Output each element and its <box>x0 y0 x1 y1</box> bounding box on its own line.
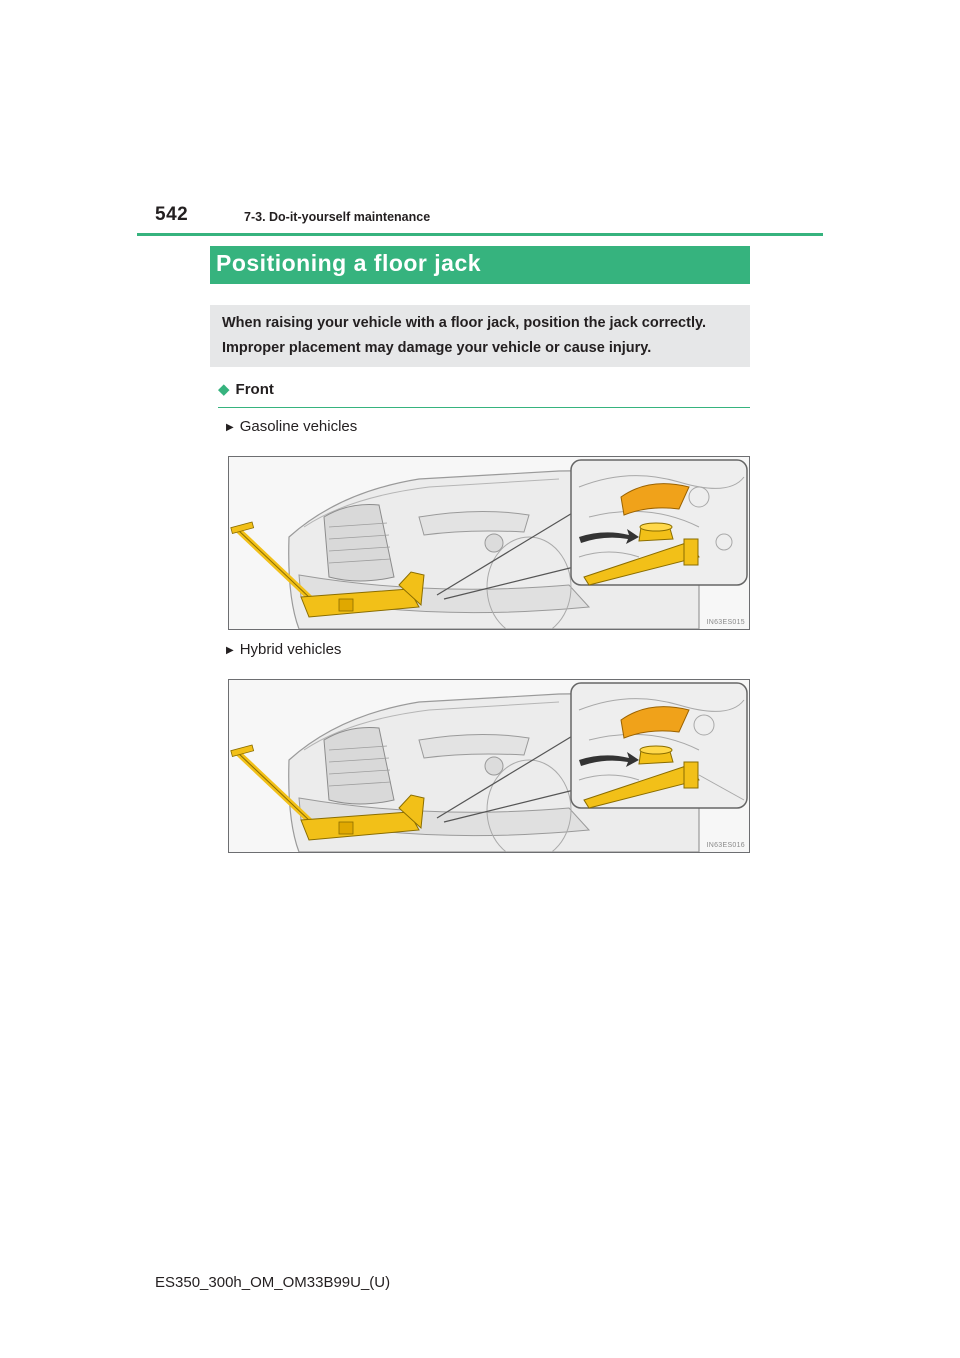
bullet-gasoline <box>226 418 357 435</box>
page-number: 542 <box>155 204 189 225</box>
subsection-heading <box>218 380 274 406</box>
chapter-title: 7-3. Do-it-yourself maintenance <box>244 210 431 224</box>
diamond-icon: ◆ <box>218 381 230 398</box>
header-rule <box>137 233 823 236</box>
footer-doc-code: ES350_300h_OM_OM33B99U_(U) <box>155 1274 391 1291</box>
bullet-gasoline-label: Gasoline vehicles <box>239 418 358 435</box>
intro-box <box>210 305 750 367</box>
illustration-hybrid <box>228 679 750 853</box>
subsection-heading-label: Front <box>235 381 274 398</box>
illustration-gasoline <box>228 456 750 630</box>
triangle-right-icon: ▶ <box>226 422 234 433</box>
bullet-hybrid <box>226 641 341 658</box>
subsection-rule <box>218 407 750 408</box>
triangle-right-icon: ▶ <box>226 645 234 656</box>
figure-code: IN63ES016 <box>706 842 745 849</box>
section-title: Positioning a floor jack <box>216 250 482 276</box>
bullet-hybrid-label: Hybrid vehicles <box>239 641 342 658</box>
intro-text: When raising your vehicle with a floor jack, position the jack correctly. Improper placement may damage your vehicle or cause injury. <box>222 315 706 356</box>
figure-code: IN63ES015 <box>706 619 745 626</box>
section-title-bar <box>210 246 750 284</box>
floor-jack-illustration-hybrid <box>229 680 749 852</box>
floor-jack-illustration-gasoline <box>229 457 749 629</box>
